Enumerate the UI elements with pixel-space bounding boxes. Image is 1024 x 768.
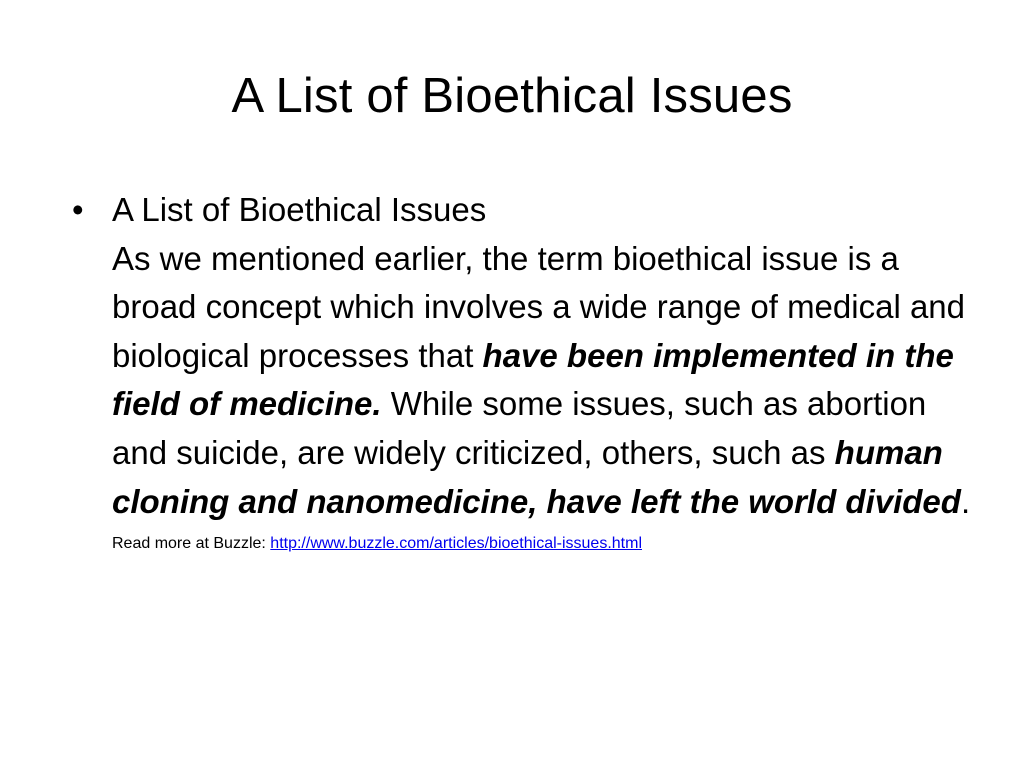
source-prefix: Read more at Buzzle: bbox=[112, 535, 271, 553]
emphasis-implemented: have been implemented in the field of medicine. bbox=[112, 336, 954, 423]
paragraph-period: . bbox=[960, 482, 971, 520]
bullet-paragraph bbox=[112, 235, 972, 527]
emphasis-cloning: human cloning and nanomedicine, have left the world divided bbox=[112, 433, 961, 520]
source-link[interactable]: http://www.buzzle.com/articles/bioethical-issues.html bbox=[270, 535, 642, 553]
bullet-heading: A List of Bioethical Issues bbox=[112, 191, 487, 228]
slide-title: A List of Bioethical Issues bbox=[231, 69, 793, 123]
bullet-icon: • bbox=[72, 191, 84, 228]
slide-content bbox=[72, 186, 972, 556]
paragraph-text-1: As we mentioned earlier, the term bioethical issue is a broad concept which involves a wide range of medical and biological processes that bbox=[112, 239, 966, 374]
source-line bbox=[112, 532, 972, 556]
paragraph-text-2: While some issues, such as abortion and suicide, are widely criticized, others, such as bbox=[112, 385, 927, 471]
